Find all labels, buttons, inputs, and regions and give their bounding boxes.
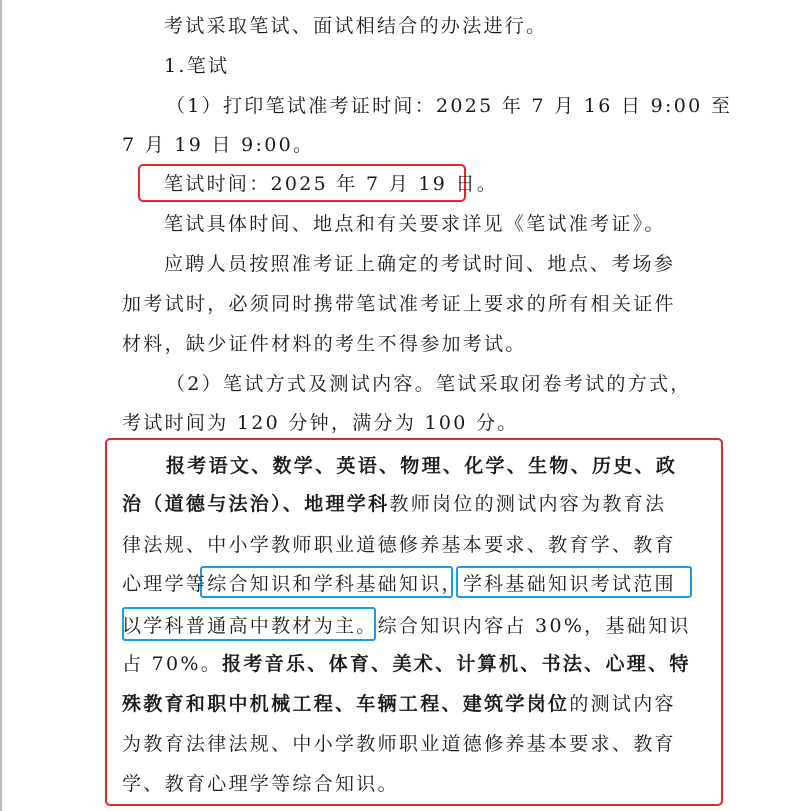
content-line4-pre: 心理学等 [122,573,208,595]
subjects-bold-1: 报考语文、数学、英语、物理、化学、生物、历史、政 [166,455,678,477]
exam-date: 笔试时间：2025 年 7 月 19 日。 [164,173,499,195]
content-line7-rest: 的测试内容 [569,693,676,715]
content-line4-mid: 综合知识和学科基础知识 [207,573,442,595]
paragraph-exam-format-line1: （2）笔试方式及测试内容。笔试采取闭卷考试的方式， [166,373,692,395]
heading-written-exam: 1.笔试 [164,55,230,77]
subjects-bold-3: 报考音乐、体育、美术、计算机、书法、心理、特 [222,653,691,675]
content-line6-normal: 占 70%。 [122,653,223,675]
content-line5-post: 综合知识内容占 30%，基础知识 [377,615,691,637]
content-line2 [122,490,666,518]
content-line5 [122,612,691,640]
content-line6 [122,650,691,678]
content-line7 [122,690,676,718]
content-line2-rest: 教师岗位的测试内容为教育法 [389,493,667,515]
page-edge [0,0,2,811]
content-line9: 学、教育心理学等综合知识。 [122,773,399,795]
admission-ticket-time-line2: 7 月 19 日 9:00。 [122,134,315,156]
paragraph-exam-format-line2: 考试时间为 120 分钟，满分为 100 分。 [122,412,519,434]
paragraph-candidates-line3: 材料，缺少证件材料的考生不得参加考试。 [122,333,527,355]
paragraph-method: 考试采取笔试、面试相结合的办法进行。 [164,15,548,37]
paragraph-ticket-details: 笔试具体时间、地点和有关要求详见《笔试准考证》。 [164,213,666,235]
content-line8: 为教育法律法规、中小学教师职业道德修养基本要求、教育 [122,733,676,755]
content-line1 [166,452,677,480]
paragraph-candidates-line1: 应聘人员按照准考证上确定的考试时间、地点、考场参 [164,253,676,275]
content-line4-post: 学科基础知识考试范围 [462,573,676,595]
content-line4-comma: ， [441,573,463,595]
paragraph-candidates-line2: 加考试时，必须同时携带笔试准考证上要求的所有相关证件 [122,293,676,315]
subjects-bold-4: 殊教育和职中机械工程、车辆工程、建筑学岗位 [122,693,570,715]
content-line3: 律法规、中小学教师职业道德修养基本要求、教育学、教育 [122,534,676,556]
content-line4 [122,570,676,598]
subjects-bold-2: 治（道德与法治）、地理学科 [122,493,390,515]
admission-ticket-time-line1: （1）打印笔试准考证时间：2025 年 7 月 16 日 9:00 至 [166,95,733,117]
content-line5-pre: 以学科普通高中教材为主。 [122,615,378,637]
